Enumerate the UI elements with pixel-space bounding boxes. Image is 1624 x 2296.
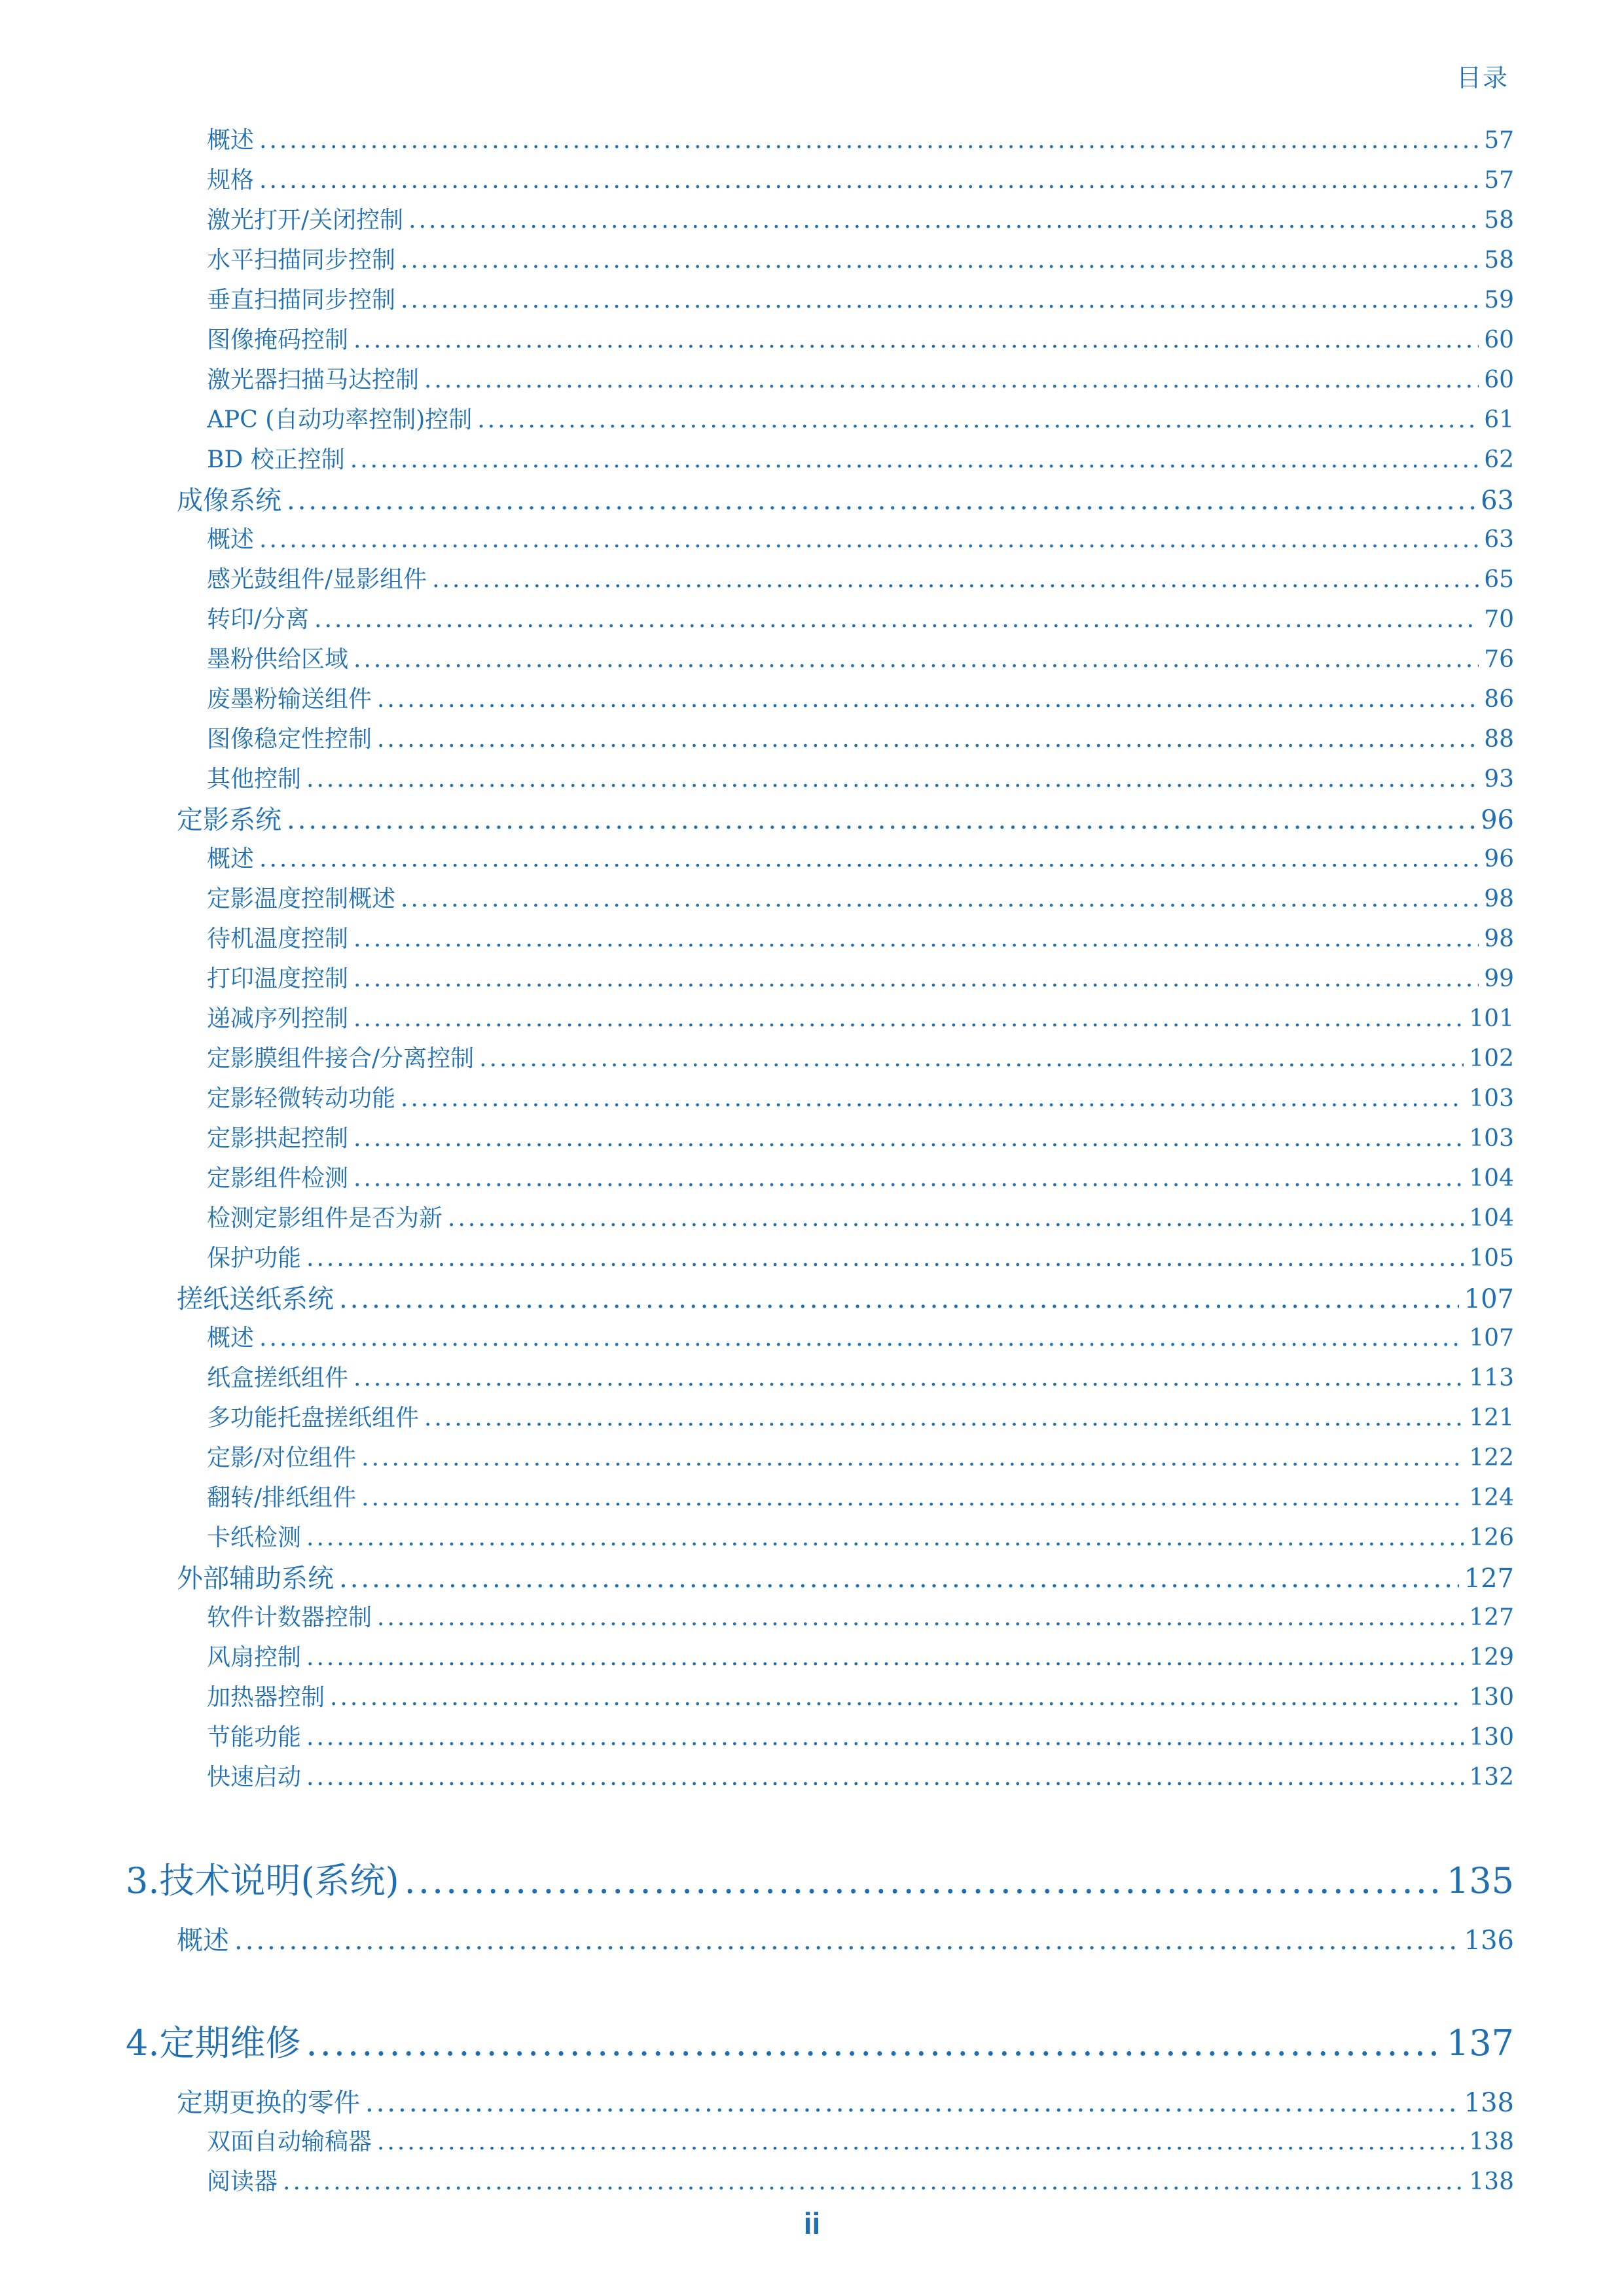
toc-entry-page: 63 (1481, 486, 1514, 516)
toc-entry-page: 105 (1469, 1245, 1514, 1272)
toc-leader-dots (339, 1564, 1459, 1594)
toc-entry-title: 纸盒搓纸组件 (207, 1365, 349, 1391)
toc-entry-title: 检测定影组件是否为新 (207, 1205, 443, 1232)
toc-entry-title: 搓纸送纸系统 (177, 1284, 334, 1314)
toc-entry-title: 定影膜组件接合/分离控制 (207, 1045, 475, 1072)
toc-entry-title: 图像稳定性控制 (207, 726, 372, 753)
toc-leader-dots (448, 1205, 1464, 1232)
toc-entry-page: 107 (1464, 1284, 1514, 1314)
toc-entry-title: 保护功能 (207, 1245, 302, 1272)
toc-entry[interactable] (207, 721, 1514, 754)
toc-entry-page: 103 (1469, 1125, 1514, 1152)
page-header-title: 目录 (1456, 63, 1509, 92)
toc-entry-page: 138 (1464, 2088, 1514, 2118)
toc-entry-page: 96 (1481, 805, 1514, 835)
toc-entry-page: 130 (1469, 1684, 1514, 1711)
toc-entry-title: 概述 (207, 1325, 255, 1352)
toc-entry-page: 126 (1469, 1524, 1514, 1551)
toc-entry-page: 127 (1464, 1564, 1514, 1594)
toc-entry-page: 124 (1469, 1484, 1514, 1511)
toc-entry-title: 技术说明(系统) (159, 1860, 399, 1901)
toc-entry-title: 概述 (207, 846, 255, 872)
toc-entry-title: 软件计数器控制 (207, 1604, 372, 1631)
toc-leader-dots (306, 1724, 1464, 1751)
toc-entry-title: 其他控制 (207, 766, 302, 793)
toc-leader-dots (353, 965, 1479, 992)
toc-chapter-number: 3. (126, 1860, 160, 1901)
toc-entry-page: 57 (1484, 167, 1514, 194)
toc-entry-page: 103 (1469, 1085, 1514, 1112)
toc-entry-title: 加热器控制 (207, 1684, 325, 1711)
toc-leader-dots (353, 327, 1479, 353)
toc-entry[interactable] (207, 321, 1514, 355)
toc-entry[interactable] (207, 1080, 1514, 1113)
toc-entry[interactable] (207, 1200, 1514, 1233)
toc-entry[interactable] (177, 1278, 1514, 1316)
toc-leader-dots (377, 1604, 1464, 1631)
toc-leader-dots (479, 1045, 1464, 1072)
toc-entry-page: 86 (1484, 686, 1514, 713)
toc-entry-page: 132 (1469, 1764, 1514, 1791)
toc-entry[interactable] (207, 1319, 1514, 1353)
toc-entry[interactable] (207, 441, 1514, 475)
toc-entry[interactable] (207, 1399, 1514, 1433)
toc-entry-title: 卡纸检测 (207, 1524, 302, 1551)
toc-entry-page: 138 (1469, 2168, 1514, 2195)
toc-entry-page: 98 (1484, 886, 1514, 912)
toc-leader-dots (361, 1484, 1464, 1511)
toc-leader-dots (306, 2022, 1441, 2064)
toc-leader-dots (234, 1926, 1459, 1956)
toc-entry-page: 102 (1469, 1045, 1514, 1072)
toc-leader-dots (377, 726, 1479, 753)
toc-entry-title: 概述 (207, 127, 255, 154)
toc-entry-title: 外部辅助系统 (177, 1564, 334, 1594)
toc-entry[interactable] (207, 761, 1514, 794)
toc-leader-dots (353, 1125, 1464, 1152)
toc-entry-title: 待机温度控制 (207, 925, 349, 952)
toc-entry-title: 水平扫描同步控制 (207, 247, 396, 274)
toc-entry-title: 打印温度控制 (207, 965, 349, 992)
toc-entry-page: 99 (1484, 965, 1514, 992)
toc-entry-title: 定影拱起控制 (207, 1125, 349, 1152)
toc-entry-page: 137 (1446, 2022, 1514, 2064)
toc-leader-dots (259, 167, 1479, 194)
toc-entry[interactable] (207, 281, 1514, 315)
toc-entry-title: 递减序列控制 (207, 1005, 349, 1032)
toc-entry-page: 62 (1484, 446, 1514, 473)
toc-leader-dots (377, 686, 1479, 713)
toc-entry-title: 定影/对位组件 (207, 1444, 357, 1471)
toc-entry-page: 65 (1484, 566, 1514, 593)
toc-leader-dots (330, 1684, 1464, 1711)
toc-entry[interactable] (207, 2163, 1514, 2197)
toc-leader-dots (353, 1165, 1464, 1192)
toc-entry-title: 快速启动 (207, 1764, 302, 1791)
toc-entry[interactable] (207, 1000, 1514, 1033)
toc-leader-dots (424, 367, 1479, 393)
toc-entry[interactable] (207, 840, 1514, 874)
toc-leader-dots (401, 247, 1479, 274)
toc-entry-page: 96 (1484, 846, 1514, 872)
toc-leader-dots (259, 127, 1479, 154)
toc-leader-dots (401, 287, 1479, 314)
toc-entry[interactable] (207, 920, 1514, 954)
toc-leader-dots (259, 846, 1479, 872)
toc-entry-title: 翻转/排纸组件 (207, 1484, 357, 1511)
toc-entry-page: 76 (1484, 646, 1514, 673)
toc-entry[interactable] (177, 1558, 1514, 1595)
toc-leader-dots (408, 207, 1479, 234)
toc-entry-title: 规格 (207, 167, 255, 194)
toc-entry-title: 定期更换的零件 (177, 2088, 360, 2118)
toc-entry[interactable] (207, 1040, 1514, 1073)
toc-entry-page: 60 (1484, 327, 1514, 353)
toc-leader-dots (314, 606, 1479, 633)
toc-entry-page: 88 (1484, 726, 1514, 753)
toc-entry-page: 98 (1484, 925, 1514, 952)
toc-leader-dots (339, 1284, 1459, 1314)
toc-entry-title: 定影轻微转动功能 (207, 1085, 396, 1112)
toc-entry[interactable] (207, 1439, 1514, 1473)
toc-entry-page: 122 (1469, 1444, 1514, 1471)
toc-entry-title: 定影系统 (177, 805, 281, 835)
toc-leader-dots (401, 1085, 1464, 1112)
toc-leader-dots (353, 1005, 1464, 1032)
toc-entry-page: 58 (1484, 207, 1514, 234)
toc-entry-title: 多功能托盘搓纸组件 (207, 1405, 420, 1431)
toc-entry[interactable] (207, 1599, 1514, 1632)
toc-leader-dots (405, 1860, 1441, 1901)
toc-entry[interactable] (207, 1240, 1514, 1273)
toc-entry-title: 激光打开/关闭控制 (207, 207, 404, 234)
toc-leader-dots (353, 646, 1479, 673)
toc-leader-dots (259, 526, 1479, 553)
toc-entry[interactable] (207, 1719, 1514, 1752)
toc-entry-page: 101 (1469, 1005, 1514, 1032)
toc-entry-page: 129 (1469, 1644, 1514, 1671)
toc-entry-title: 节能功能 (207, 1724, 302, 1751)
toc-entry-page: 121 (1469, 1405, 1514, 1431)
toc-leader-dots (377, 2128, 1464, 2155)
toc-leader-dots (361, 1444, 1464, 1471)
toc-entry[interactable] (207, 521, 1514, 554)
toc-leader-dots (365, 2088, 1459, 2118)
toc-leader-dots (306, 1524, 1464, 1551)
toc-entry-page: 63 (1484, 526, 1514, 553)
toc-entry[interactable] (207, 1519, 1514, 1552)
toc-entry-page: 130 (1469, 1724, 1514, 1751)
toc-entry-page: 104 (1469, 1165, 1514, 1192)
toc-entry-page: 127 (1469, 1604, 1514, 1631)
toc-entry-page: 113 (1469, 1365, 1514, 1391)
toc-leader-dots (287, 805, 1475, 835)
toc-entry-page: 70 (1484, 606, 1514, 633)
toc-entry[interactable] (177, 799, 1514, 836)
toc-leader-dots (353, 1365, 1464, 1391)
toc-entry[interactable] (207, 2123, 1514, 2157)
toc-entry-title: 废墨粉输送组件 (207, 686, 372, 713)
toc-entry[interactable] (207, 242, 1514, 275)
toc-entry-page: 57 (1484, 127, 1514, 154)
toc-leader-dots (353, 925, 1479, 952)
toc-entry-page: 60 (1484, 367, 1514, 393)
toc-entry[interactable] (207, 601, 1514, 634)
toc-entry-page: 93 (1484, 766, 1514, 793)
toc-entry-title: 感光鼓组件/显影组件 (207, 566, 427, 593)
toc-entry-title: 定影温度控制概述 (207, 886, 396, 912)
toc-entry-title: 转印/分离 (207, 606, 310, 633)
toc-entry[interactable] (207, 401, 1514, 435)
toc-leader-dots (306, 1245, 1464, 1272)
toc-entry-page: 138 (1469, 2128, 1514, 2155)
toc-entry[interactable] (207, 960, 1514, 994)
toc-entry-title: 图像掩码控制 (207, 327, 349, 353)
toc-leader-dots (306, 1644, 1464, 1671)
toc-entry-page: 107 (1469, 1325, 1514, 1352)
toc-leader-dots (350, 446, 1479, 473)
toc-entry[interactable] (207, 1639, 1514, 1672)
toc-entry-title: 成像系统 (177, 486, 281, 516)
toc-entry[interactable] (207, 1160, 1514, 1193)
toc-entry-title: 概述 (207, 526, 255, 553)
toc-entry-title: 阅读器 (207, 2168, 278, 2195)
toc-leader-dots (259, 1325, 1464, 1352)
toc-entry-title: 双面自动输稿器 (207, 2128, 372, 2155)
toc-entry[interactable] (207, 561, 1514, 594)
toc-leader-dots (306, 766, 1479, 793)
toc-entry[interactable] (207, 361, 1514, 395)
toc-leader-dots (306, 1764, 1464, 1791)
toc-entry[interactable] (126, 2015, 1514, 2066)
toc-entry[interactable] (207, 1120, 1514, 1153)
toc-entry-page: 136 (1464, 1926, 1514, 1956)
toc-entry[interactable] (207, 162, 1514, 195)
toc-leader-dots (287, 486, 1475, 516)
toc-entry[interactable] (207, 880, 1514, 914)
toc-leader-dots (432, 566, 1479, 593)
toc-entry-title: 墨粉供给区域 (207, 646, 349, 673)
toc-entry-page: 59 (1484, 287, 1514, 314)
toc-entry[interactable] (207, 122, 1514, 155)
toc-leader-dots (424, 1405, 1464, 1431)
toc-entry-title: 激光器扫描马达控制 (207, 367, 420, 393)
toc-entry[interactable] (207, 641, 1514, 674)
toc-entry-page: 58 (1484, 247, 1514, 274)
toc-entry[interactable] (207, 202, 1514, 235)
toc-entry[interactable] (207, 1759, 1514, 1792)
toc-entry[interactable] (177, 2082, 1514, 2119)
toc-entry[interactable] (207, 681, 1514, 714)
toc-entry[interactable] (177, 1920, 1514, 1957)
toc-entry-title: 风扇控制 (207, 1644, 302, 1671)
toc-entry[interactable] (126, 1853, 1514, 1903)
toc-entry[interactable] (207, 1479, 1514, 1513)
toc-leader-dots (283, 2168, 1464, 2195)
toc-entry-title: 概述 (177, 1926, 229, 1956)
toc-entry-title: APC (自动功率控制)控制 (207, 406, 473, 433)
toc-entry-title: 垂直扫描同步控制 (207, 287, 396, 314)
toc-entry-title: 定期维修 (159, 2022, 301, 2064)
toc-entry[interactable] (207, 1359, 1514, 1393)
toc-entry-page: 61 (1484, 406, 1514, 433)
toc-entry-title: 定影组件检测 (207, 1165, 349, 1192)
toc-chapter-number: 4. (126, 2022, 160, 2064)
toc-leader-dots (477, 406, 1479, 433)
toc-entry[interactable] (207, 1679, 1514, 1712)
toc-entry-page: 135 (1446, 1860, 1514, 1901)
toc-entry-page: 104 (1469, 1205, 1514, 1232)
toc-entry-title: BD 校正控制 (207, 446, 345, 473)
page-number: ii (803, 2206, 821, 2240)
toc-leader-dots (401, 886, 1479, 912)
toc-entry[interactable] (177, 480, 1514, 517)
